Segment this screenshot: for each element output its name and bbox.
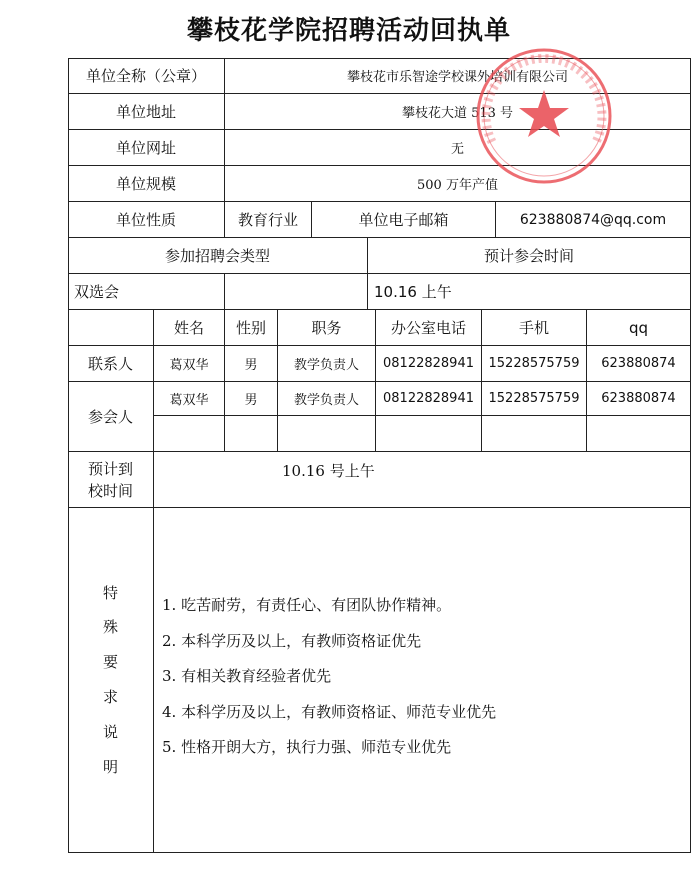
fair-time-label: 预计参会时间 <box>368 238 691 274</box>
attendee-qq: 623880874 <box>587 382 691 416</box>
contact-office-phone: 08122828941 <box>376 346 482 382</box>
fair-time-value: 10.16 上午 <box>368 274 691 310</box>
requirement-item-1: 1. 吃苦耐劳，有责任心、有团队协作精神。 <box>162 596 452 614</box>
header-name: 姓名 <box>154 310 225 346</box>
contact-name: 葛双华 <box>154 346 225 382</box>
req-label-char-1: 特 <box>102 583 118 602</box>
attendee-2-qq <box>587 416 691 452</box>
req-label-char-2: 殊 <box>102 618 118 637</box>
arrival-value: 10.16 号上午 <box>154 452 691 508</box>
contact-gender: 男 <box>225 346 278 382</box>
contact-row-label: 联系人 <box>68 346 154 382</box>
full-name-value: 攀枝花市乐智途学校课外培训有限公司 <box>225 58 691 94</box>
address-value: 攀枝花大道 513 号 <box>225 94 691 130</box>
attendee-office-phone: 08122828941 <box>376 382 482 416</box>
arrival-label-line2: 校时间 <box>87 481 133 500</box>
fair-type-blank <box>225 274 368 310</box>
website-label: 单位网址 <box>68 130 225 166</box>
header-qq: qq <box>587 310 691 346</box>
arrival-label <box>68 452 154 508</box>
email-value: 623880874@qq.com <box>496 202 691 238</box>
attendee-row-label: 参会人 <box>68 382 154 452</box>
contact-qq: 623880874 <box>587 346 691 382</box>
attendee-position: 教学负责人 <box>278 382 376 416</box>
req-label-char-4: 求 <box>102 688 118 706</box>
contact-header-blank <box>68 310 154 346</box>
document-title: 攀枝花学院招聘活动回执单 <box>186 16 511 46</box>
full-name-label: 单位全称（公章） <box>68 58 225 94</box>
email-label: 单位电子邮箱 <box>312 202 496 238</box>
header-position: 职务 <box>278 310 376 346</box>
nature-value: 教育行业 <box>225 202 312 238</box>
req-label-char-6: 明 <box>102 757 118 776</box>
scale-label: 单位规模 <box>68 166 225 202</box>
attendee-name: 葛双华 <box>154 382 225 416</box>
requirement-item-5: 5. 性格开朗大方，执行力强、师范专业优先 <box>162 738 452 757</box>
website-value: 无 <box>225 130 691 166</box>
requirement-item-3: 3. 有相关教育经验者优先 <box>162 667 332 686</box>
header-mobile: 手机 <box>482 310 587 346</box>
receipt-form <box>68 58 691 853</box>
attendee-2-gender <box>225 416 278 452</box>
requirements-label <box>68 508 154 853</box>
nature-label: 单位性质 <box>68 202 225 238</box>
req-label-char-5: 说 <box>102 722 118 741</box>
attendee-2-position <box>278 416 376 452</box>
header-office-phone: 办公室电话 <box>376 310 482 346</box>
arrival-label-line1: 预计到 <box>87 459 133 478</box>
attendee-2-office-phone <box>376 416 482 452</box>
requirement-item-2: 2. 本科学历及以上，有教师资格证优先 <box>162 631 422 650</box>
contact-position: 教学负责人 <box>278 346 376 382</box>
attendee-2-mobile <box>482 416 587 452</box>
requirements-list <box>162 588 496 766</box>
attendee-mobile: 15228575759 <box>482 382 587 416</box>
attendee-gender: 男 <box>225 382 278 416</box>
req-label-char-3: 要 <box>102 653 118 672</box>
scale-value: 500 万年产值 <box>225 166 691 202</box>
contact-mobile: 15228575759 <box>482 346 587 382</box>
header-gender: 性别 <box>225 310 278 346</box>
address-label: 单位地址 <box>68 94 225 130</box>
fair-type-label: 参加招聘会类型 <box>68 238 368 274</box>
fair-type-value: 双选会 <box>68 274 225 310</box>
requirement-item-4: 4. 本科学历及以上，有教师资格证、师范专业优先 <box>162 702 497 721</box>
attendee-2-name <box>154 416 225 452</box>
